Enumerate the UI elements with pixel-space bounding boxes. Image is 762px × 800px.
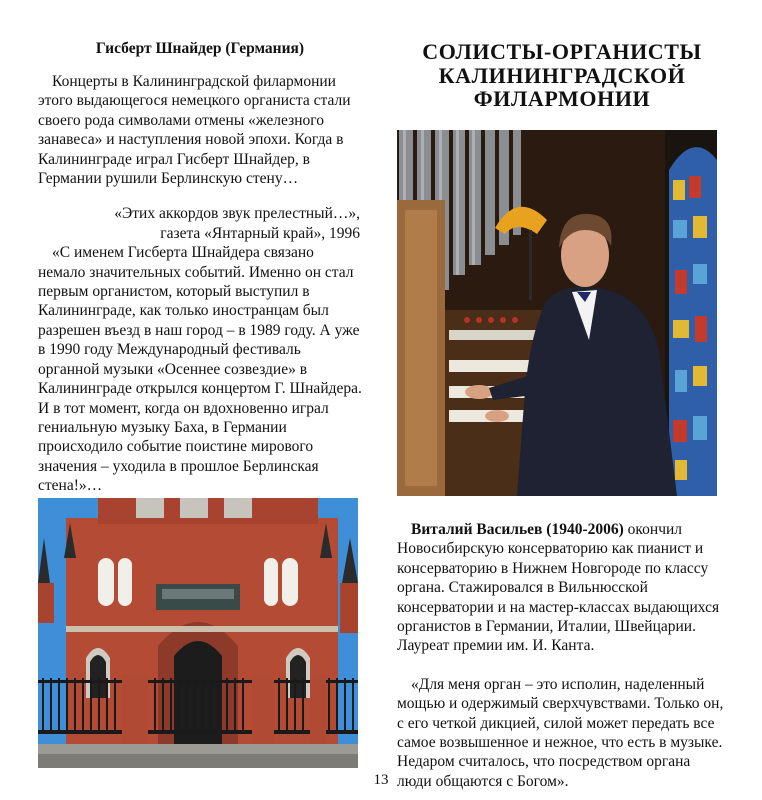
bio-block: [397, 520, 724, 791]
title-line-3: ФИЛАРМОНИИ: [473, 86, 651, 111]
quote-paragraph: «С именем Гисберта Шнайдера связано немало значительных событий. Именно он стал первым органистом, который выступил в Калининграде, как только иностранцам был разрешен въезд в наш город – в 1989 году. А уже в 1990 году Международный фестиваль органной музыки «Осеннее созвездие» в Калининграде открылся концертом Г. Шнайдера. И в тот момент, когда он вдохновенно играл гениальную музыку Баха, в Германии происходило событие поистине мирового значения – уходила в прошлое Берлинская стена!»…: [38, 244, 362, 495]
organist-photo: [397, 130, 717, 496]
church-illustration: [38, 498, 358, 768]
organist-name: Виталий Васильев (1940-2006): [411, 521, 624, 538]
organist-quote: «Для меня орган – это исполин, наделенный мощью и одержимый сверхчувствами. Только он, с его четкой дикцией, силой может передать все самое возвышенное и нежное, что есть в музыке. Недаром считалось, что посредством органа люди общаются с Богом».: [397, 675, 724, 790]
church-photo: [38, 498, 358, 768]
article-heading: Гисберт Шнайдер (Германия): [95, 40, 305, 57]
right-column: [397, 40, 727, 111]
bio-paragraph: [397, 520, 724, 656]
title-line-2: КАЛИНИНГРАДСКОЙ: [438, 62, 686, 88]
citation-source: газета «Янтарный край», 1996: [160, 224, 360, 242]
page-title: [397, 40, 727, 111]
bio-text: окончил Новосибирскую консерваторию как пианист и консерваторию в Нижнем Новгороде по классу органа. Стажировался в Вильнюсской консерватории и на мастер-классах выдающихся органистов в Германии, Италии, Швейцарии. Лауреат премии им. И. Канта.: [397, 521, 720, 655]
left-column: [38, 40, 362, 496]
intro-paragraph: Концерты в Калининградской филармонии этого выдающегося немецкого органиста стали своего рода символами отмены «железного занавеса» и наступления новой эпохи. Когда в Калининграде играл Гисберт Шнайдер, в Германии рушили Берлинскую стену…: [38, 73, 351, 188]
page-number: 13: [373, 772, 389, 788]
citation-title: «Этих аккордов звук прелестный…»,: [114, 205, 360, 223]
organist-illustration: [397, 130, 717, 496]
title-line-1: СОЛИСТЫ-ОРГАНИСТЫ: [422, 39, 702, 64]
citation: [38, 204, 362, 243]
